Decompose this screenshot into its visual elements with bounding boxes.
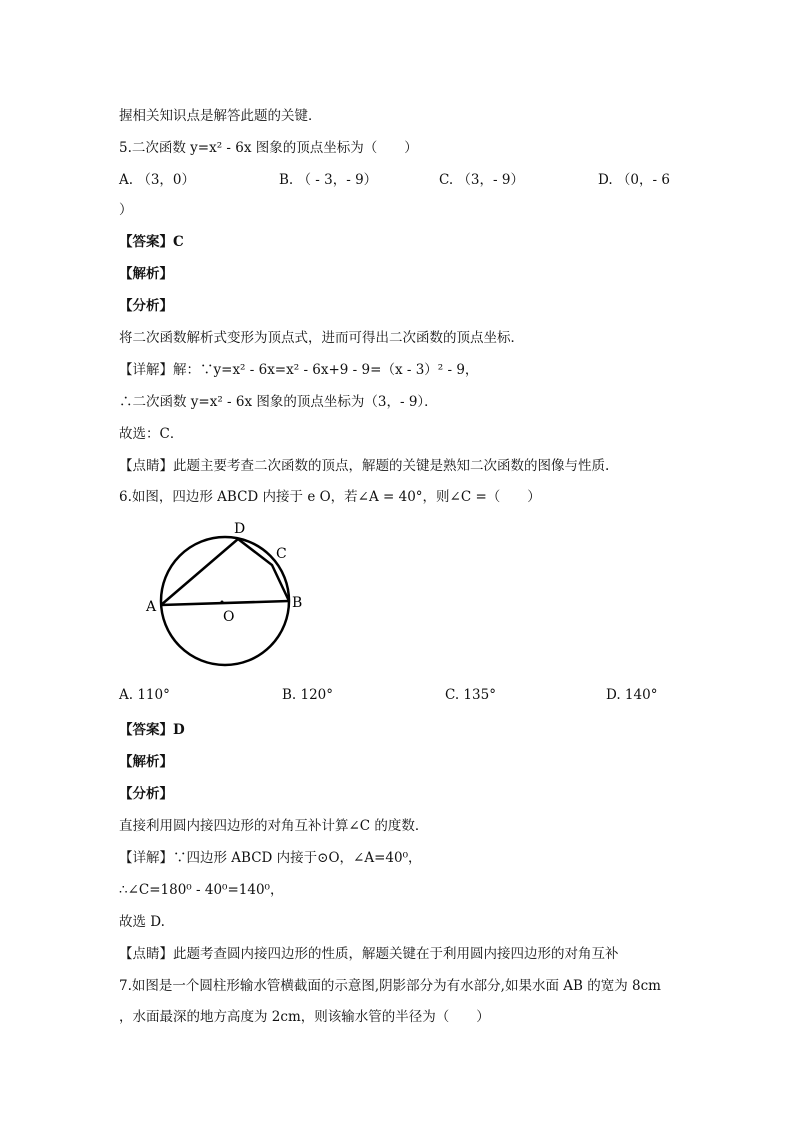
q6-detail-2: ∴∠C=180⁰ - 40⁰=140⁰， — [119, 882, 284, 898]
q6-option-a: A. 110° — [119, 687, 170, 703]
label-c: C — [276, 546, 287, 562]
q6-analysis-heading: 【解析】 — [119, 754, 173, 770]
q5-option-b: B. （ - 3，- 9） — [279, 172, 378, 188]
q5-option-d-cont: ） — [119, 202, 133, 218]
label-a: A — [146, 599, 157, 615]
label-b: B — [292, 595, 303, 611]
q6-comment: 【点睛】此题考查圆内接四边形的性质，解题关键在于利用圆内接四边形的对角互补 — [119, 946, 619, 962]
q6-option-c: C. 135° — [445, 687, 496, 703]
q5-option-c: C. （3，- 9） — [439, 172, 524, 188]
center-dot — [221, 601, 224, 604]
q5-option-a: A. （3，0） — [119, 172, 196, 188]
quadrilateral-adcb — [161, 539, 289, 605]
q6-answer: 【答案】D — [119, 722, 185, 738]
q6-stem: 6.如图，四边形 ABCD 内接于 e O，若∠A = 40°，则∠C =（ ） — [119, 489, 541, 505]
q5-fenxi-heading: 【分析】 — [119, 298, 173, 314]
q4-tail-text: 握相关知识点是解答此题的关键． — [119, 108, 322, 124]
q6-option-b: B. 120° — [282, 687, 334, 703]
q7-stem-2: ，水面最深的地方高度为 2cm，则该输水管的半径为（ ） — [119, 1009, 490, 1025]
q5-option-d: D. （0，- 6 — [598, 172, 670, 188]
q5-answer: 【答案】C — [119, 234, 184, 250]
q6-detail: 【详解】∵四边形 ABCD 内接于⊙O，∠A=40⁰， — [119, 850, 422, 866]
q5-stem: 5.二次函数 y=x² - 6x 图象的顶点坐标为（ ） — [119, 140, 418, 156]
q6-choose: 故选 D. — [119, 914, 165, 930]
q5-detail: 【详解】解：∵y=x² - 6x=x² - 6x+9 - 9=（x - 3）² - 9， — [119, 362, 479, 378]
chord-ab — [161, 601, 289, 605]
q7-stem: 7.如图是一个圆柱形输水管横截面的示意图,阴影部分为有水部分,如果水面 AB 的宽为 8cm — [119, 978, 661, 994]
label-o: O — [223, 609, 235, 625]
q5-comment: 【点睛】此题主要考查二次函数的顶点，解题的关键是熟知二次函数的图像与性质. — [119, 458, 610, 474]
q6-fenxi-text: 直接利用圆内接四边形的对角互补计算∠C 的度数． — [119, 818, 429, 834]
q5-choose: 故选：C． — [119, 426, 184, 442]
label-d: D — [234, 521, 246, 537]
q5-analysis-heading: 【解析】 — [119, 266, 173, 282]
q6-circle-figure — [140, 515, 310, 675]
q6-fenxi-heading: 【分析】 — [119, 786, 173, 802]
q5-detail-2: ∴二次函数 y=x² - 6x 图象的顶点坐标为（3，- 9）． — [119, 394, 438, 410]
q6-option-d: D. 140° — [606, 687, 658, 703]
q5-fenxi-text: 将二次函数解析式变形为顶点式，进而可得出二次函数的顶点坐标． — [119, 330, 524, 346]
